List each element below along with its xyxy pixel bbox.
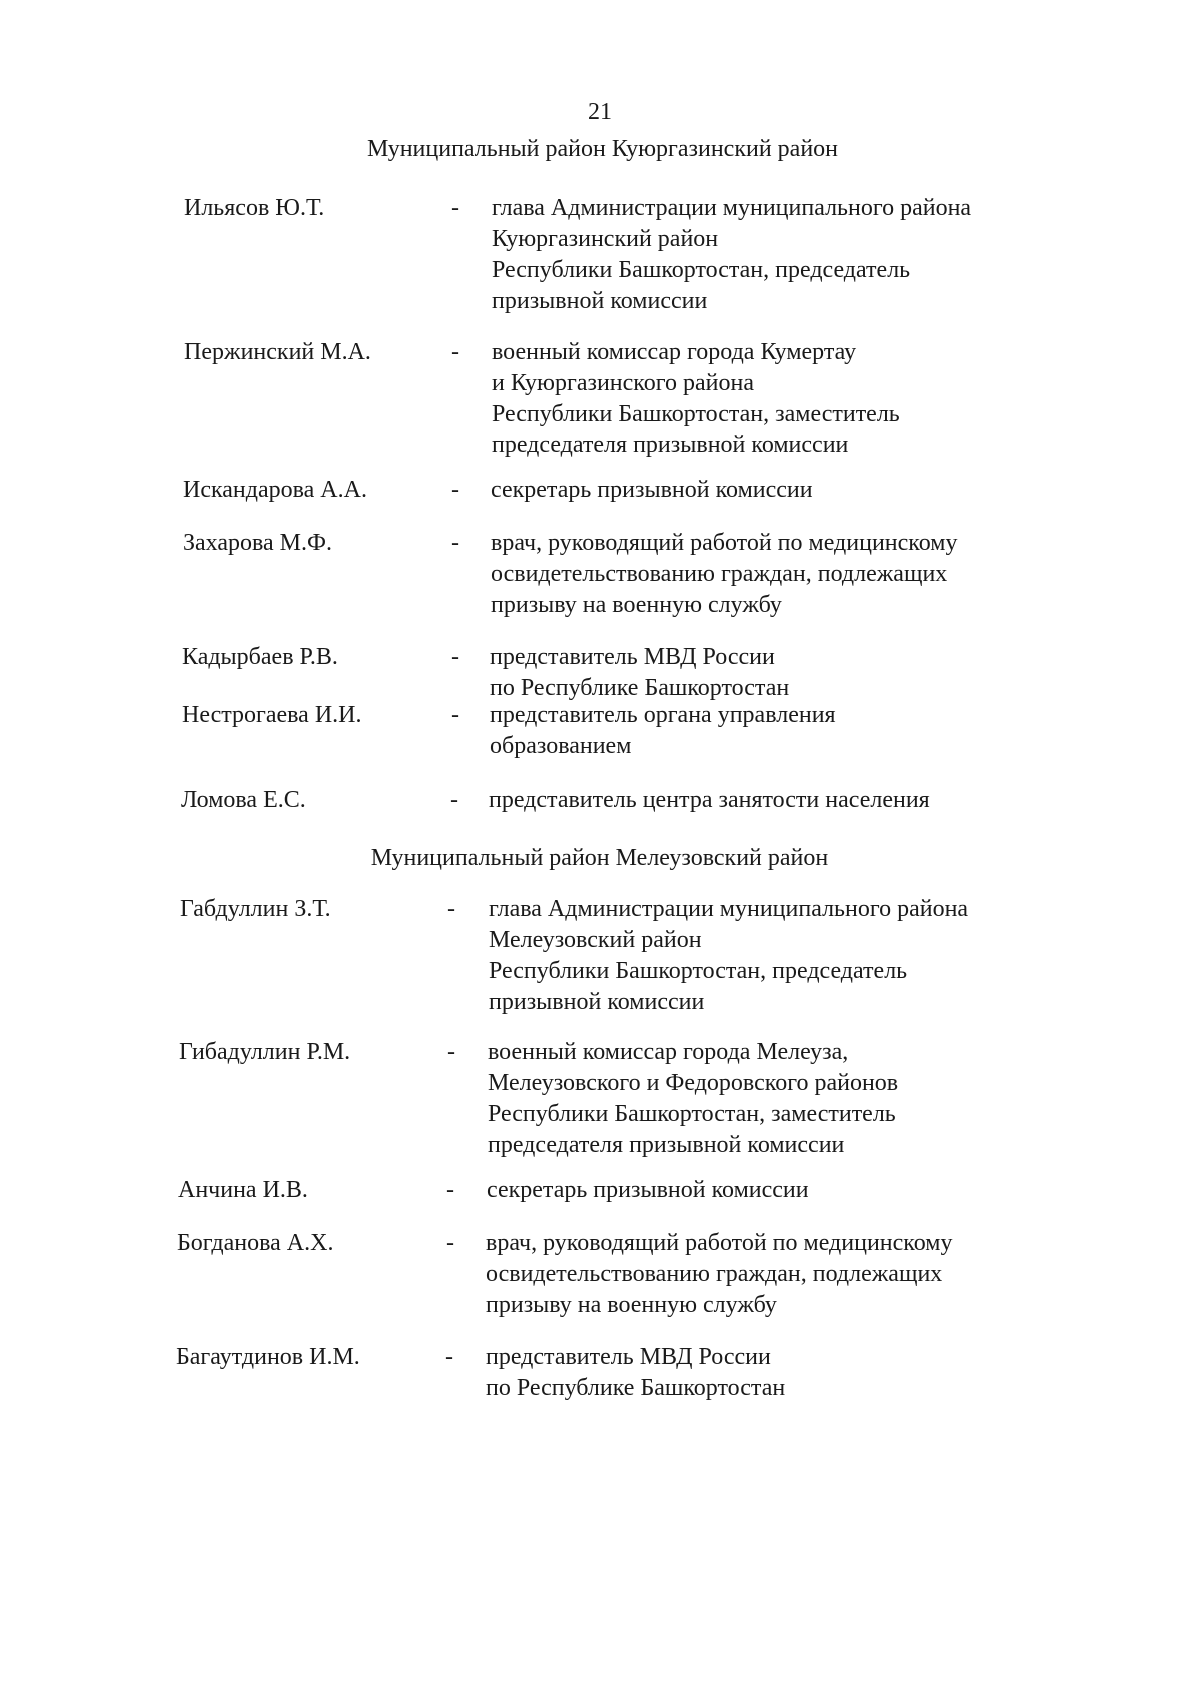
dash-separator: - — [451, 195, 459, 221]
role-line: Республики Башкортостан, заместитель — [492, 401, 900, 427]
section-title: Муниципальный район Куюргазинский район — [366, 136, 839, 162]
role-line: Республики Башкортостан, председатель — [489, 958, 908, 984]
member-name: Богданова А.Х. — [177, 1230, 334, 1256]
role-line: призывной комиссии — [492, 288, 708, 314]
role-line: председателя призывной комиссии — [488, 1132, 845, 1158]
section-title: Муниципальный район Мелеузовский район — [370, 845, 829, 871]
member-role — [486, 1228, 952, 1321]
member-role — [489, 894, 968, 1018]
role-line: врач, руководящий работой по медицинскому — [491, 530, 958, 556]
role-line: глава Администрации муниципального района — [489, 896, 969, 922]
member-name: Пержинский М.А. — [184, 339, 371, 365]
member-role — [489, 785, 930, 816]
role-line: представитель МВД России — [490, 644, 775, 670]
member-name: Кадырбаев Р.В. — [182, 644, 338, 670]
role-line: призывной комиссии — [489, 989, 705, 1015]
role-line: освидетельствованию граждан, подлежащих — [486, 1261, 943, 1287]
role-line: призыву на военную службу — [486, 1292, 777, 1318]
member-name: Захарова М.Ф. — [183, 530, 332, 556]
dash-separator: - — [446, 1177, 454, 1203]
member-role — [486, 1342, 785, 1404]
role-line: образованием — [490, 733, 632, 759]
role-line: Республики Башкортостан, заместитель — [488, 1101, 896, 1127]
role-line: секретарь призывной комиссии — [491, 477, 813, 503]
role-line: военный комиссар города Кумертау — [492, 339, 857, 365]
dash-separator: - — [447, 1039, 455, 1065]
dash-separator: - — [445, 1344, 453, 1370]
member-role — [490, 642, 789, 704]
role-line: по Республике Башкортостан — [490, 675, 790, 701]
role-line: представитель МВД России — [486, 1344, 771, 1370]
member-role — [488, 1037, 898, 1161]
role-line: врач, руководящий работой по медицинскому — [486, 1230, 953, 1256]
role-line: и Куюргазинского района — [492, 370, 754, 396]
role-line: Мелеузовский район — [489, 927, 702, 953]
member-name: Ильясов Ю.Т. — [184, 195, 325, 221]
member-role — [491, 528, 957, 621]
role-line: Куюргазинский район — [492, 226, 719, 252]
dash-separator: - — [451, 702, 459, 728]
role-line: Мелеузовского и Федоровского районов — [488, 1070, 899, 1096]
member-name: Нестрогаева И.И. — [182, 702, 362, 728]
member-name: Искандарова А.А. — [183, 477, 367, 503]
member-name: Анчина И.В. — [178, 1177, 308, 1203]
role-line: представитель органа управления — [490, 702, 836, 728]
member-role — [492, 337, 900, 461]
dash-separator: - — [447, 896, 455, 922]
member-role — [487, 1175, 809, 1206]
member-role — [492, 193, 971, 317]
role-line: призыву на военную службу — [491, 592, 782, 618]
dash-separator: - — [451, 339, 459, 365]
dash-separator: - — [451, 530, 459, 556]
role-line: Республики Башкортостан, председатель — [492, 257, 911, 283]
dash-separator: - — [446, 1230, 454, 1256]
role-line: освидетельствованию граждан, подлежащих — [491, 561, 948, 587]
member-name: Габдуллин З.Т. — [180, 896, 331, 922]
role-line: секретарь призывной комиссии — [487, 1177, 809, 1203]
member-name: Гибадуллин Р.М. — [179, 1039, 351, 1065]
member-role — [491, 475, 813, 506]
role-line: председателя призывной комиссии — [492, 432, 849, 458]
dash-separator: - — [451, 477, 459, 503]
member-name: Багаутдинов И.М. — [176, 1344, 360, 1370]
role-line: глава Администрации муниципального района — [492, 195, 972, 221]
role-line: представитель центра занятости населения — [489, 787, 930, 813]
dash-separator: - — [450, 787, 458, 813]
dash-separator: - — [451, 644, 459, 670]
member-role — [490, 700, 836, 762]
member-name: Ломова Е.С. — [181, 787, 306, 813]
role-line: по Республике Башкортостан — [486, 1375, 786, 1401]
role-line: военный комиссар города Мелеуза, — [488, 1039, 849, 1065]
page-number: 21 — [588, 99, 612, 125]
